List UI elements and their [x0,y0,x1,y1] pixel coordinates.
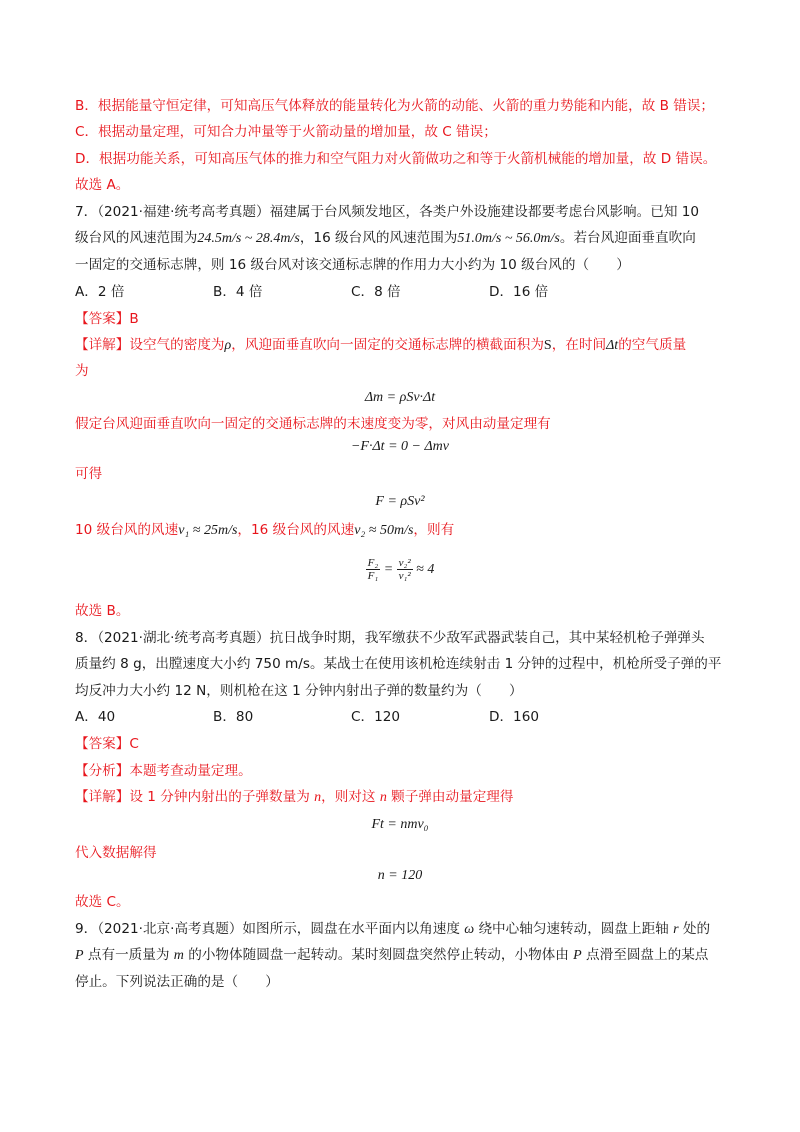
prev-option-c-explanation: C．根据动量定理，可知合力冲量等于火箭动量的增加量，故 C 错误； [75,124,497,140]
q7-detail-derive: 可得 [75,466,103,482]
q7-stem-line1: 7．（2021·福建·统考高考真题）福建属于台风频发地区，各类户外设施建设都要考虑台风影响。已知 10 [75,204,700,220]
q7-option-d: D．16 倍 [489,284,549,300]
q7-range-16: 51.0m/s ~ 56.0m/s [457,231,560,246]
q7-stem-line2 [75,228,696,249]
q8-detail-text: 颗子弹由动量定理得 [386,789,514,805]
q7-stem-line3: 一固定的交通标志牌，则 16 级台风对该交通标志牌的作用力大小约为 10 级台风的（ ） [75,257,630,273]
q8-option-d: D．160 [489,709,540,725]
q9-stem-line3: 停止。下列说法正确的是（ ） [75,974,279,990]
q7-detail-speeds [75,520,454,541]
q7-ratio-v2: v₂² [398,557,411,570]
q8-detail-text: ，则对这 [321,789,380,805]
q7-range-10: 24.5m/s ~ 28.4m/s [197,231,300,246]
q7-stem-text: 。若台风迎面垂直吹向 [559,230,696,246]
q7-option-b: B．4 倍 [213,284,263,300]
q7-option-c: C．8 倍 [351,284,401,300]
q7-symbol-s: S [543,338,552,353]
q7-detail-line1 [75,335,686,356]
q9-stem-text: 绕中心轴匀速转动，圆盘上距轴 [474,921,674,937]
q7-detail-text: 的空气质量 [618,337,687,353]
q8-symbol-n: n [314,790,322,805]
q8-option-b: B．80 [213,709,254,725]
q9-symbol-omega: ω [464,922,475,937]
q7-equation-mass: Δm = ρSv·Δt [364,390,436,405]
q7-detail-text: ，在时间 [551,337,607,353]
q7-stem-text: ，16 级台风的风速范围为 [299,230,458,246]
q7-symbol-rho: ρ [224,338,232,353]
q7-equation-momentum: −F·Δt = 0 − Δmv [350,439,450,454]
q8-conclusion: 故选 C。 [75,894,130,910]
q8-stem-line3: 均反冲力大小约 12 N，则机枪在这 1 分钟内射出子弹的数量约为（ ） [75,683,523,699]
q7-ratio-speed [397,557,413,582]
q8-analysis: 【分析】本题考查动量定理。 [75,763,252,779]
q8-answer: 【答案】C [75,736,139,752]
prev-conclusion: 故选 A。 [75,177,130,193]
q9-stem-text: 9．（2021·北京·高考真题）如图所示，圆盘在水平面内以角速度 [75,921,465,937]
q7-equation-ratio [0,556,800,584]
q8-stem-line2: 质量约 8 g，出膛速度大小约 750 m/s。某战士在使用该机枪连续射击 1 分钟的过程中，机枪所受子弹的平 [75,656,722,672]
prev-option-b-explanation: B．根据能量守恒定律，可知高压气体释放的能量转化为火箭的动能、火箭的重力势能和内能，故 B 错误； [75,98,715,114]
q9-symbol-p: P [75,948,84,963]
q7-detail-text: 10 级台风的风速 [75,522,179,538]
q7-ratio-f1: F₁ [367,570,379,583]
q7-conclusion: 故选 B。 [75,603,130,619]
q8-option-c: C．120 [351,709,401,725]
q7-stem-text: 级台风的风速范围为 [75,230,198,246]
q9-stem-text: 的小物体随圆盘一起转动。某时刻圆盘突然停止转动，小物体由 [183,947,574,963]
q8-equation-result: n = 120 [377,868,423,883]
q7-equation-force: F = ρSv² [375,494,425,509]
q7-ratio-result: ≈ 4 [416,562,435,577]
q8-detail-text: 【详解】设 1 分钟内射出的子弹数量为 [75,789,315,805]
q7-ratio-f2: F₂ [367,557,379,570]
q7-ratio-force [366,557,381,582]
q8-detail-line1 [75,787,514,808]
q7-symbol-dt: Δt [606,338,619,353]
q8-equation-momentum: Ft = nmv₀ [371,817,429,832]
q7-detail-text: ，16 级台风的风速 [237,522,355,538]
prev-option-d-explanation: D．根据功能关系，可知高压气体的推力和空气阻力对火箭做功之和等于火箭机械能的增加量，故 D 错误。 [75,151,717,167]
q7-detail-line2: 为 [75,363,89,379]
q9-stem-text: 点滑至圆盘上的某点 [581,947,709,963]
q7-ratio-v1: v₁² [398,570,411,583]
q9-symbol-m: m [173,948,184,963]
q8-option-a: A．40 [75,709,116,725]
q7-speed-16: v₂ ≈ 50m/s [354,523,414,538]
q7-detail-assumption: 假定台风迎面垂直吹向一固定的交通标志牌的末速度变为零，对风由动量定理有 [75,416,551,432]
q9-stem-text: 点有一质量为 [83,947,174,963]
q7-ratio-equals: = [383,562,394,577]
q7-detail-text: 【详解】设空气的密度为 [75,337,225,353]
q8-symbol-n: n [379,790,387,805]
q9-symbol-p: P [573,948,582,963]
q7-detail-text: ，则有 [413,522,455,538]
q7-speed-10: v₁ ≈ 25m/s [178,523,238,538]
q9-stem-line2 [75,945,708,966]
q9-symbol-r: r [673,922,679,937]
q8-detail-substitute: 代入数据解得 [75,845,157,861]
q7-answer: 【答案】B [75,311,139,327]
q8-stem-line1: 8．（2021·湖北·统考高考真题）抗日战争时期，我军缴获不少敌军武器武装自己，其中某轻机枪子弹弹头 [75,630,705,646]
q9-stem-line1 [75,919,710,940]
q7-option-a: A．2 倍 [75,284,125,300]
q9-stem-text: 处的 [678,921,711,937]
q7-detail-text: ，风迎面垂直吹向一固定的交通标志牌的横截面积为 [231,337,544,353]
